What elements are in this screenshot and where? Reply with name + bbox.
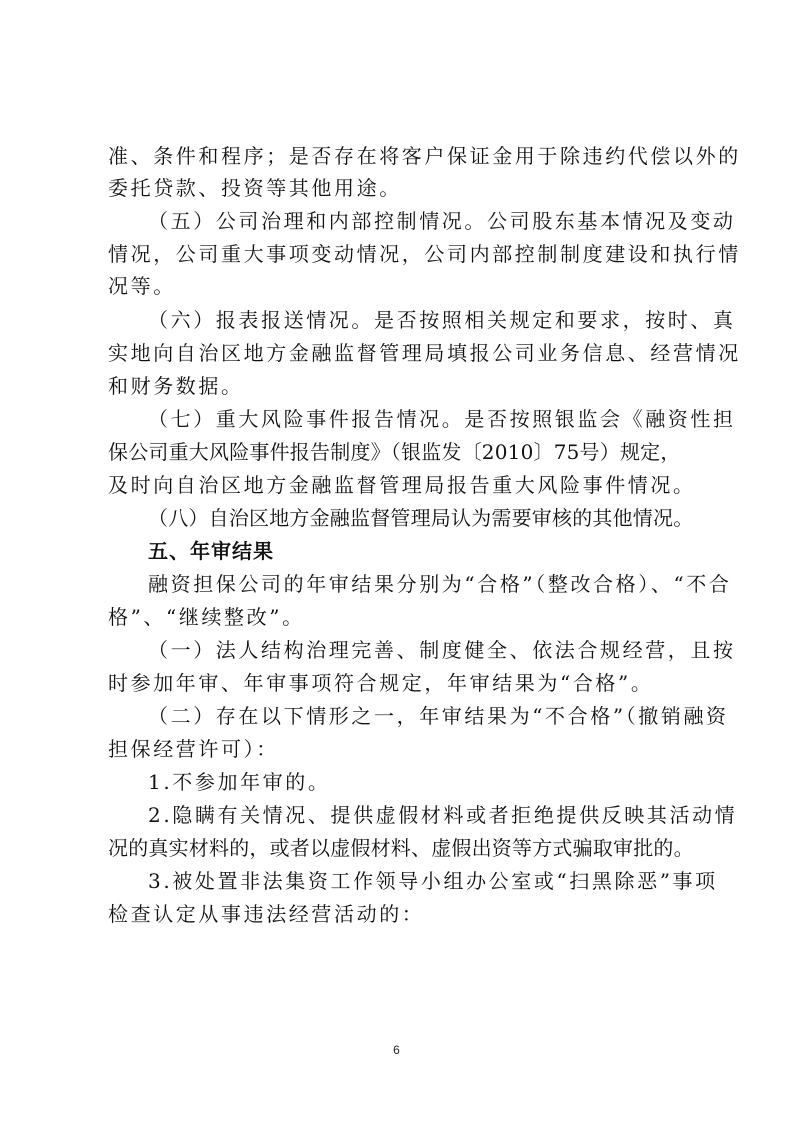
section-heading: 五、年审结果 (148, 539, 274, 563)
text-line: 准、条件和程序；是否存在将客户保证金用于除违约代偿以外的 (108, 144, 741, 168)
text-line: 和财务数据。 (108, 374, 244, 398)
paragraph-first-line: （七）重大风险事件报告情况。是否按照银监会《融资性担 (148, 407, 736, 431)
list-item-3: 3.被处置非法集资工作领导小组办公室或“扫黑除恶”事项 (148, 869, 718, 893)
text-line: 况等。 (108, 274, 176, 298)
paragraph-first-line: （二）存在以下情形之一，年审结果为“不合格”（撤销融资 (148, 704, 729, 728)
text-line: 时参加年审、年审事项符合规定，年审结果为“合格”。 (108, 671, 654, 695)
text-line: 检查认定从事违法经营活动的： (108, 902, 425, 926)
paragraph-first-line: （六）报表报送情况。是否按照相关规定和要求，按时、真 (148, 308, 736, 332)
text-line: 及时向自治区地方金融监督管理局报告重大风险事件情况。 (108, 473, 696, 497)
text-line: 实地向自治区地方金融监督管理局填报公司业务信息、经营情况 (108, 341, 741, 365)
text-line: 担保经营许可）： (108, 737, 279, 761)
text-line: 况的真实材料的，或者以虚假材料、虚假出资等方式骗取审批的。 (108, 836, 694, 860)
text-line: 委托贷款、投资等其他用途。 (108, 176, 402, 200)
paragraph-first-line: （一）法人结构治理完善、制度健全、依法合规经营，且按 (148, 638, 736, 662)
list-item-1: 1.不参加年审的。 (148, 770, 331, 794)
page-number: 6 (393, 1043, 400, 1057)
text-line: 情况，公司重大事项变动情况，公司内部控制制度建设和执行情 (108, 242, 741, 266)
list-item-2: 2.隐瞒有关情况、提供虚假材料或者拒绝提供反映其活动情 (148, 803, 738, 827)
text-line: 格”、“继续整改”。 (108, 605, 305, 629)
paragraph-first-line: （八）自治区地方金融监督管理局认为需要审核的其他情况。 (148, 506, 694, 530)
paragraph-first-line: 融资担保公司的年审结果分别为“合格”（整改合格）、“不合 (148, 572, 732, 596)
paragraph-first-line: （五）公司治理和内部控制情况。公司股东基本情况及变动 (148, 209, 736, 233)
text-line: 保公司重大风险事件报告制度》（银监发〔2010〕75号）规定， (108, 440, 681, 464)
